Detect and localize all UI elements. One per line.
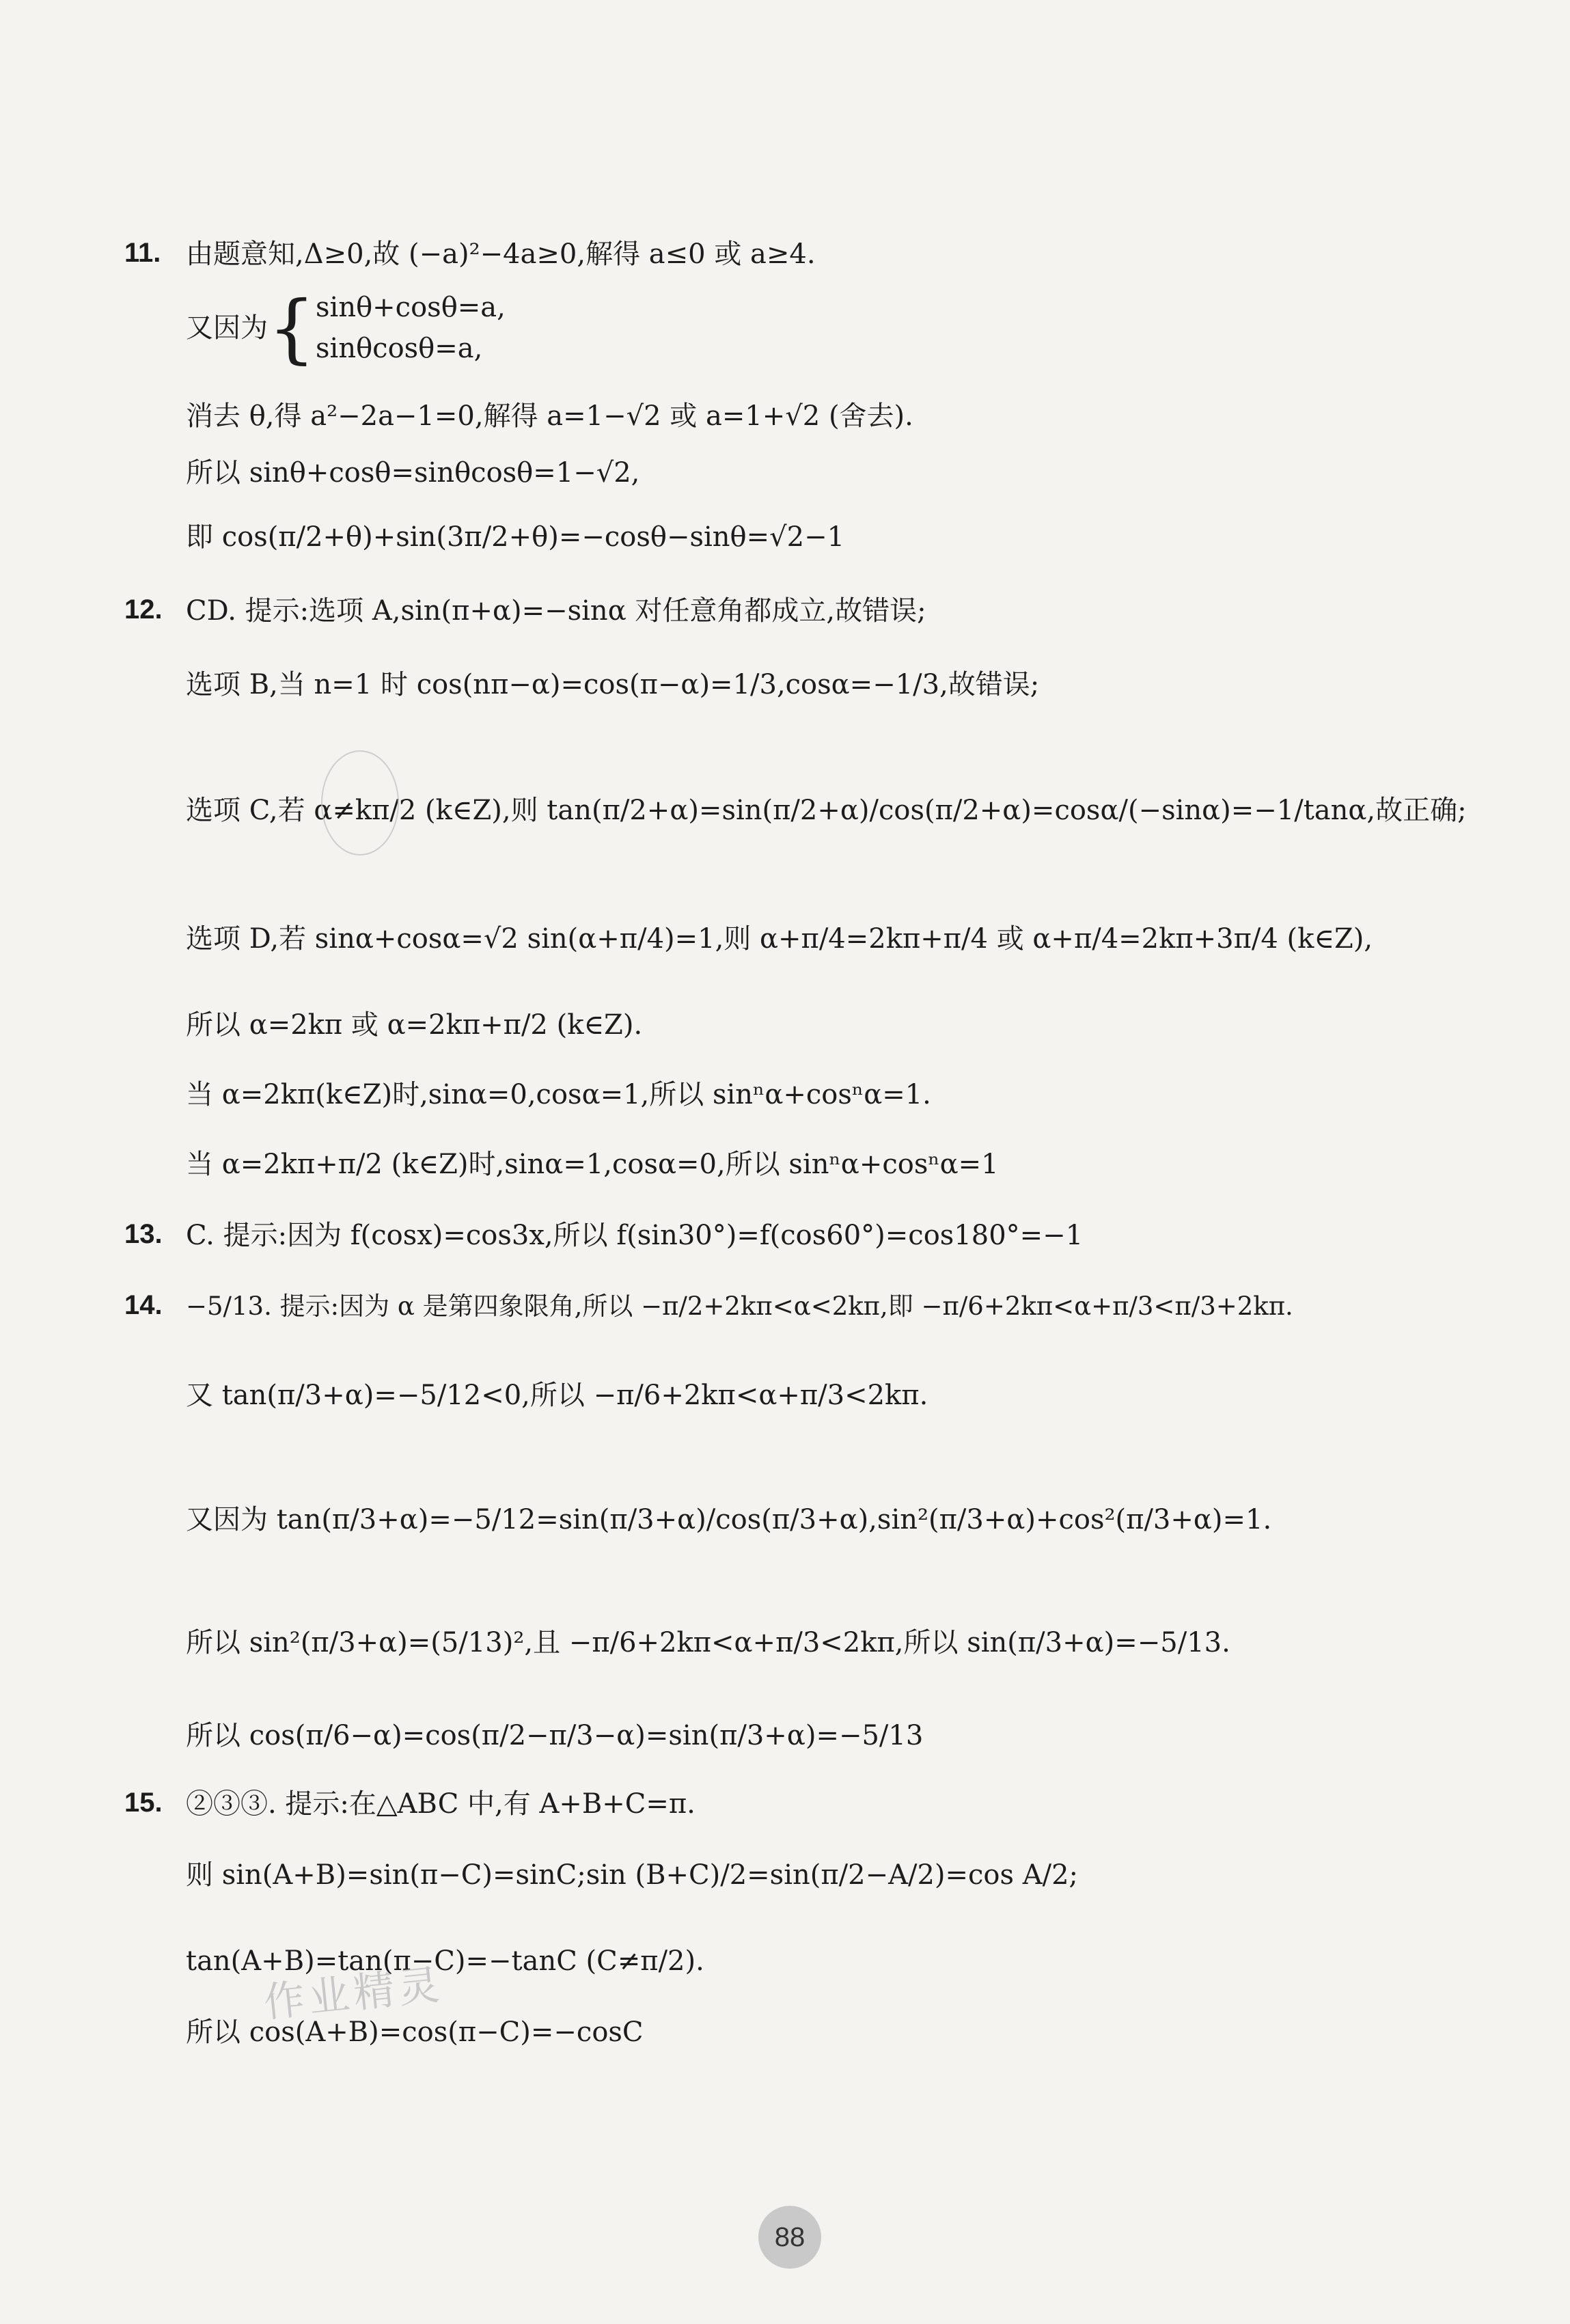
problem-12-line-7: 当 α=2kπ+π/2 (k∈Z)时,sinα=1,cosα=0,所以 sinⁿα+cosⁿα=1 xyxy=(186,1149,999,1180)
problem-12-line-4: 选项 D,若 sinα+cosα=√2 sin(α+π/4)=1,则 α+π/4=2kπ+π/4 或 α+π/4=2kπ+3π/4 (k∈Z), xyxy=(186,923,1373,955)
problem-11-system xyxy=(186,284,506,372)
problem-12-line-5: 所以 α=2kπ 或 α=2kπ+π/2 (k∈Z). xyxy=(186,1009,643,1041)
problem-15-line-2: 则 sin(A+B)=sin(π−C)=sinC;sin (B+C)/2=sin(π/2−A/2)=cos A/2; xyxy=(186,1859,1079,1891)
problem-12-line-1: CD. 提示:选项 A,sin(π+α)=−sinα 对任意角都成立,故错误; xyxy=(186,595,926,627)
problem-14-line-1: −5/13. 提示:因为 α 是第四象限角,所以 −π/2+2kπ<α<2kπ,即 −π/6+2kπ<α+π/3<π/3+2kπ. xyxy=(186,1291,1293,1321)
problem-11-system-label: 又因为 xyxy=(186,312,268,344)
system-eq-2: sinθcosθ=a, xyxy=(316,333,483,364)
problem-14-number: 14. xyxy=(124,1290,163,1320)
left-brace-icon: { xyxy=(268,284,316,372)
problem-11-line-3: 消去 θ,得 a²−2a−1=0,解得 a=1−√2 或 a=1+√2 (舍去). xyxy=(186,400,913,432)
problem-15-line-1: ②③③. 提示:在△ABC 中,有 A+B+C=π. xyxy=(186,1788,696,1820)
problem-12-line-6: 当 α=2kπ(k∈Z)时,sinα=0,cosα=1,所以 sinⁿα+cosⁿα=1. xyxy=(186,1079,931,1110)
watermark-text: 作业精灵 xyxy=(261,1960,446,2027)
problem-13-number: 13. xyxy=(124,1219,163,1249)
page-number: 88 xyxy=(774,2222,805,2252)
problem-11-line-5: 即 cos(π/2+θ)+sin(3π/2+θ)=−cosθ−sinθ=√2−1 xyxy=(186,521,845,553)
problem-15-line-4: 所以 cos(A+B)=cos(π−C)=−cosC xyxy=(186,2017,644,2048)
problem-14-line-2: 又 tan(π/3+α)=−5/12<0,所以 −π/6+2kπ<α+π/3<2kπ. xyxy=(186,1380,928,1411)
problem-11-line-4: 所以 sinθ+cosθ=sinθcosθ=1−√2, xyxy=(186,457,640,489)
system-eq-1: sinθ+cosθ=a, xyxy=(316,292,506,323)
problem-14-line-5: 所以 cos(π/6−α)=cos(π/2−π/3−α)=sin(π/3+α)=−5/13 xyxy=(186,1720,924,1751)
problem-15-number: 15. xyxy=(124,1788,163,1818)
watermark-seal-icon xyxy=(321,750,399,856)
problem-12-number: 12. xyxy=(124,594,163,625)
problem-11-number: 11. xyxy=(124,238,161,268)
equation-system xyxy=(316,287,506,369)
problem-14-line-3: 又因为 tan(π/3+α)=−5/12=sin(π/3+α)/cos(π/3+α),sin²(π/3+α)+cos²(π/3+α)=1. xyxy=(186,1504,1272,1535)
problem-12-line-3: 选项 C,若 α≠kπ/2 (k∈Z),则 tan(π/2+α)=sin(π/2+α)/cos(π/2+α)=cosα/(−sinα)=−1/tanα,故正确; xyxy=(186,795,1467,826)
problem-13-line-1: C. 提示:因为 f(cosx)=cos3x,所以 f(sin30°)=f(cos60°)=cos180°=−1 xyxy=(186,1220,1084,1251)
page-number-badge xyxy=(758,2206,821,2269)
problem-12-line-2: 选项 B,当 n=1 时 cos(nπ−α)=cos(π−α)=1/3,cosα=−1/3,故错误; xyxy=(186,669,1040,700)
problem-15-line-3: tan(A+B)=tan(π−C)=−tanC (C≠π/2). xyxy=(186,1945,704,1977)
problem-11-line-1: 由题意知,Δ≥0,故 (−a)²−4a≥0,解得 a≤0 或 a≥4. xyxy=(186,238,816,270)
problem-14-line-4: 所以 sin²(π/3+α)=(5/13)²,且 −π/6+2kπ<α+π/3<2kπ,所以 sin(π/3+α)=−5/13. xyxy=(186,1627,1230,1658)
